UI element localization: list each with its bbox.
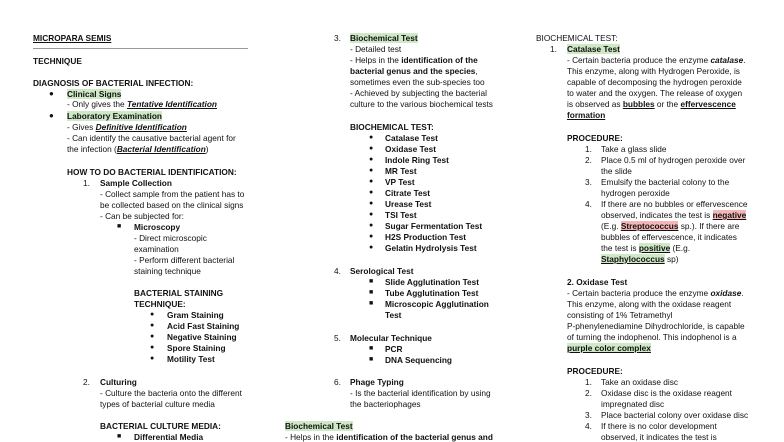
bullet-icon: ● <box>369 178 374 185</box>
procedure-step-cont: (E.g. Streptococcus sp.). If there are <box>601 221 740 231</box>
biochemical-test-item: TSI Test <box>385 210 417 220</box>
step-number: 3. <box>334 33 341 43</box>
procedure-step-cont: Staphylococcus sp) <box>601 254 679 264</box>
microscopy-desc-1: - Direct microscopic <box>134 233 207 243</box>
biochemical-test-item: Urease Test <box>385 199 432 209</box>
bullet-icon: ● <box>150 333 155 340</box>
staining-item: Gram Staining <box>167 310 224 320</box>
lab-exam-desc-2: - Can identify the causative bacterial agent for <box>67 133 236 143</box>
biochemical-test-item: Catalase Test <box>385 133 438 143</box>
microscopy-desc-3: - Perform different bacterial <box>134 255 235 265</box>
catalase-desc-2: This enzyme, along with Hydrogen Peroxide, is <box>567 66 740 76</box>
phage-desc-2: the bacteriophages <box>350 399 421 409</box>
bullet-icon: ● <box>369 134 374 141</box>
procedure-step: Place 0.5 ml of hydrogen peroxide over <box>601 155 746 165</box>
bullet-icon: ● <box>369 222 374 229</box>
procedure-step-cont: observed, it indicates the test is <box>601 432 717 442</box>
clinical-signs-desc: - Only gives the Tentative Identification <box>67 99 217 109</box>
biochemical-test-item: Citrate Test <box>385 188 431 198</box>
step-number: 4. <box>334 266 341 276</box>
differential-media-label: Differential Media <box>134 432 204 442</box>
step-number: 6. <box>334 377 341 387</box>
sample-collection-desc-1: - Collect sample from the patient has to <box>100 189 245 199</box>
procedure-heading: PROCEDURE: <box>567 133 623 143</box>
oxidase-title: 2. Oxidase Test <box>567 277 628 287</box>
bullet-icon: ● <box>49 111 54 120</box>
procedure-step: Oxidase disc is the oxidase reagent <box>601 388 732 398</box>
bullet-icon: ● <box>150 311 155 318</box>
staining-item: Negative Staining <box>167 332 237 342</box>
staining-item: Acid Fast Staining <box>167 321 240 331</box>
square-bullet-icon: ■ <box>117 433 122 440</box>
biochemical-list-heading: BIOCHEMICAL TEST: <box>350 122 434 132</box>
catalase-desc-5: is observed as bubbles or the effervescence <box>567 99 736 109</box>
catalase-desc-1: - Certain bacteria produce the enzyme catalase. <box>567 55 746 65</box>
biochemical-desc-3: bacterial genus and the species, <box>350 66 478 76</box>
procedure-step-cont: the slide <box>601 166 632 176</box>
staining-item: Spore Staining <box>167 343 226 353</box>
lab-exam-label: Laboratory Examination <box>67 111 162 121</box>
catalase-title: Catalase Test <box>567 44 620 54</box>
biochemical-test-item: Indole Ring Test <box>385 155 449 165</box>
sample-collection-desc-2: be collected based on the clinical signs <box>100 200 244 210</box>
procedure-step-cont: hydrogen peroxide <box>601 188 670 198</box>
biochemical-test-item: VP Test <box>385 177 415 187</box>
square-bullet-icon: ■ <box>369 300 374 307</box>
square-bullet-icon: ■ <box>369 345 374 352</box>
biochemical-test-item: Gelatin Hydrolysis Test <box>385 243 477 253</box>
bullet-icon: ● <box>369 145 374 152</box>
biochemical-section-desc: - Helps in the identification of the bacterial genus and <box>285 432 493 442</box>
bullet-icon: ● <box>49 89 54 98</box>
bullet-icon: ● <box>369 156 374 163</box>
bullet-icon: ● <box>150 322 155 329</box>
phage-typing-title: Phage Typing <box>350 377 404 387</box>
biochemical-test-item: Sugar Fermentation Test <box>385 221 483 231</box>
biochemical-section-title: Biochemical Test <box>285 421 353 431</box>
bullet-icon: ● <box>369 211 374 218</box>
bullet-icon: ● <box>369 200 374 207</box>
step-number: 4. <box>585 199 592 209</box>
molecular-item: PCR <box>385 344 403 354</box>
biochemical-test-item: MR Test <box>385 166 417 176</box>
square-bullet-icon: ■ <box>369 289 374 296</box>
step-number: 1. <box>585 144 592 154</box>
culturing-desc-2: types of bacterial culture media <box>100 399 215 409</box>
procedure-step: Take a glass slide <box>601 144 667 154</box>
clinical-signs-label: Clinical Signs <box>67 89 122 99</box>
square-bullet-icon: ■ <box>117 223 122 230</box>
biochemical-detail-heading: BIOCHEMICAL TEST: <box>536 33 618 43</box>
serological-title: Serological Test <box>350 266 414 276</box>
microscopy-title: Microscopy <box>134 222 181 232</box>
lab-exam-desc-3: the infection (Bacterial Identification) <box>67 144 209 154</box>
culturing-title: Culturing <box>100 377 137 387</box>
lab-exam-desc: - Gives Definitive Identification <box>67 122 187 132</box>
microscopy-desc-4: staining technique <box>134 266 201 276</box>
procedure-step: If there are no bubbles or effervescence <box>601 199 748 209</box>
bullet-icon: ● <box>150 355 155 362</box>
phage-desc-1: - Is the bacterial identification by using <box>350 388 491 398</box>
diagnosis-heading: DIAGNOSIS OF BACTERIAL INFECTION: <box>33 78 194 88</box>
serological-item: Slide Agglutination Test <box>385 277 480 287</box>
catalase-desc-4: to water and the oxygen. The release of oxygen <box>567 88 743 98</box>
catalase-desc-3: capable of decomposing the hydrogen peroxide <box>567 77 742 87</box>
step-number: 1. <box>585 377 592 387</box>
biochemical-test-item: H2S Production Test <box>385 232 466 242</box>
biochemical-test-title: Biochemical Test <box>350 33 418 43</box>
procedure-step-cont: impregnated disc <box>601 399 665 409</box>
procedure-step-cont: observed, indicates the test is negative <box>601 210 747 220</box>
oxidase-desc-3: consisting of 1% Tetramethyl <box>567 310 673 320</box>
step-number: 5. <box>334 333 341 343</box>
biochemical-desc-4: sometimes even the sub-species too <box>350 77 485 87</box>
biochemical-desc-1: - Detailed test <box>350 44 402 54</box>
step-number: 3. <box>585 177 592 187</box>
procedure-step-cont: the test is positive (E.g. <box>601 243 691 253</box>
bullet-icon: ● <box>369 167 374 174</box>
serological-item: Tube Agglutination Test <box>385 288 479 298</box>
title-divider <box>33 48 248 49</box>
how-heading: HOW TO DO BACTERIAL IDENTIFICATION: <box>67 167 237 177</box>
bullet-icon: ● <box>369 244 374 251</box>
technique-heading: TECHNIQUE <box>33 56 82 66</box>
procedure-step: If there is no color development <box>601 421 717 431</box>
bullet-icon: ● <box>150 344 155 351</box>
biochemical-desc-2: - Helps in the identification of the <box>350 55 478 65</box>
culture-media-heading: BACTERIAL CULTURE MEDIA: <box>100 421 221 431</box>
serological-item-cont: Test <box>385 310 402 320</box>
step-number: 3. <box>585 410 592 420</box>
procedure-step: Emulsify the bacterial colony to the <box>601 177 730 187</box>
step-number: 4. <box>585 421 592 431</box>
microscopy-desc-2: examination <box>134 244 179 254</box>
staining-heading-2: TECHNIQUE: <box>134 299 186 309</box>
oxidase-desc-1: - Certain bacteria produce the enzyme oxidase. <box>567 288 744 298</box>
procedure-step: Take an oxidase disc <box>601 377 679 387</box>
oxidase-desc-6: purple color complex <box>567 343 651 353</box>
square-bullet-icon: ■ <box>369 278 374 285</box>
step-number: 2. <box>585 388 592 398</box>
sample-collection-title: Sample Collection <box>100 178 172 188</box>
biochemical-test-item: Oxidase Test <box>385 144 437 154</box>
sample-collection-desc-3: - Can be subjected for: <box>100 211 184 221</box>
procedure-heading: PROCEDURE: <box>567 366 623 376</box>
serological-item: Microscopic Agglutination <box>385 299 489 309</box>
oxidase-desc-4: P-phenylenediamine Dihydrochloride, is capable <box>567 321 745 331</box>
molecular-item: DNA Sequencing <box>385 355 452 365</box>
bullet-icon: ● <box>369 233 374 240</box>
staining-item: Motility Test <box>167 354 215 364</box>
molecular-title: Molecular Technique <box>350 333 432 343</box>
step-number: 1. <box>550 44 557 54</box>
step-number: 2. <box>83 377 90 387</box>
procedure-step-cont: bubbles of effervescence, it indicates <box>601 232 737 242</box>
document-title: MICROPARA SEMIS <box>33 33 112 43</box>
biochemical-desc-6: culture to the various biochemical tests <box>350 99 493 109</box>
culturing-desc-1: - Culture the bacteria onto the different <box>100 388 242 398</box>
square-bullet-icon: ■ <box>369 356 374 363</box>
step-number: 2. <box>585 155 592 165</box>
oxidase-desc-2: This enzyme, along with the oxidase reagent <box>567 299 732 309</box>
bullet-icon: ● <box>369 189 374 196</box>
procedure-step: Place bacterial colony over oxidase disc <box>601 410 749 420</box>
catalase-desc-6: formation <box>567 110 606 120</box>
biochemical-desc-5: - Achieved by subjecting the bacterial <box>350 88 487 98</box>
step-number: 1. <box>83 178 90 188</box>
oxidase-desc-5: of turning the indophenol. This indophenol is a <box>567 332 737 342</box>
staining-heading-1: BACTERIAL STAINING <box>134 288 224 298</box>
